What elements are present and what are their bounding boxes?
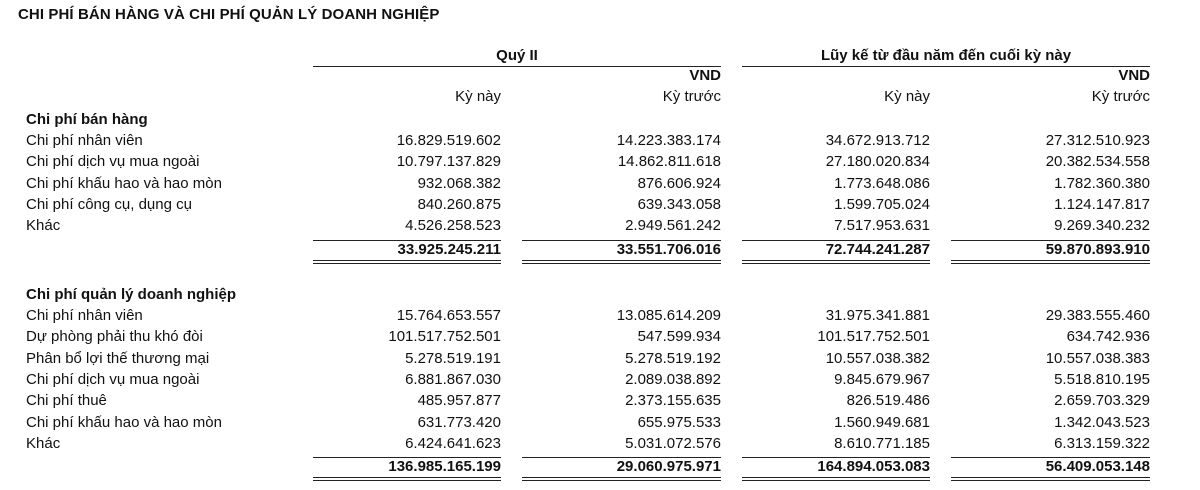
col-header-this-quarter: Kỳ này: [455, 88, 501, 105]
row-value: 5.278.519.192: [625, 349, 721, 367]
row-value: 1.782.360.380: [1054, 174, 1150, 192]
row-value: 5.518.810.195: [1054, 370, 1150, 388]
row-value: 840.260.875: [417, 195, 501, 213]
total-value: 33.925.245.211: [397, 240, 501, 258]
row-value: 10.797.137.829: [396, 153, 501, 171]
row-value: 2.659.703.329: [1054, 392, 1150, 410]
row-value: 8.610.771.185: [834, 434, 930, 452]
total-double-rule: [742, 260, 930, 264]
table-row: [0, 307, 1200, 328]
row-value: 34.672.913.712: [825, 132, 930, 149]
total-value: 56.409.053.148: [1045, 458, 1150, 476]
row-value: 634.742.936: [1066, 328, 1150, 346]
unit-label-quarter: VND: [689, 67, 721, 84]
total-value: 164.894.053.083: [817, 458, 930, 476]
row-value: 1.560.949.681: [834, 413, 930, 431]
row-label: Chi phí thuê: [26, 392, 107, 410]
total-value: 33.551.706.016: [616, 240, 721, 258]
total-value: 72.744.241.287: [825, 240, 930, 258]
col-header-prev-quarter: Kỳ trước: [662, 88, 721, 105]
row-value: 101.517.752.501: [817, 328, 930, 346]
total-double-rule: [522, 260, 721, 264]
table-row: [0, 132, 1200, 153]
row-label: Chi phí dịch vụ mua ngoài: [26, 370, 200, 388]
section-title: Chi phí bán hàng: [26, 111, 148, 128]
row-value: 631.773.420: [417, 413, 501, 431]
row-label: Chi phí nhân viên: [26, 132, 143, 149]
table-row: [0, 350, 1200, 371]
row-value: 6.313.159.322: [1054, 434, 1150, 452]
total-double-rule: [951, 260, 1150, 264]
table-row: [0, 175, 1200, 196]
row-value: 485.957.877: [417, 392, 501, 410]
row-value: 5.278.519.191: [405, 349, 501, 367]
row-value: 1.124.147.817: [1054, 195, 1150, 213]
total-value: 59.870.893.910: [1045, 240, 1150, 258]
total-value: 29.060.975.971: [616, 458, 721, 476]
page-title: CHI PHÍ BÁN HÀNG VÀ CHI PHÍ QUẢN LÝ DOANH NGHIỆP: [18, 6, 440, 23]
col-header-prev-ytd: Kỳ trước: [1091, 88, 1150, 105]
total-double-rule: [522, 477, 721, 481]
row-value: 10.557.038.382: [825, 349, 930, 367]
unit-label-ytd: VND: [1118, 67, 1150, 84]
total-value: 136.985.165.199: [388, 458, 501, 476]
row-label: Khác: [26, 217, 61, 235]
total-double-rule: [951, 477, 1150, 481]
row-label: Khác: [26, 434, 61, 452]
row-value: 7.517.953.631: [834, 217, 930, 235]
table-row: [0, 414, 1200, 435]
row-value: 2.949.561.242: [625, 217, 721, 235]
table-row: [0, 371, 1200, 392]
row-value: 9.845.679.967: [834, 370, 930, 388]
header-ytd: Lũy kế từ đầu năm đến cuối kỳ này: [820, 47, 1072, 64]
row-value: 547.599.934: [637, 328, 721, 346]
row-value: 9.269.340.232: [1054, 217, 1150, 235]
row-value: 5.031.072.576: [625, 434, 721, 452]
row-label: Chi phí dịch vụ mua ngoài: [26, 153, 200, 171]
row-label: Chi phí nhân viên: [26, 307, 143, 324]
section-title: Chi phí quản lý doanh nghiệp: [26, 286, 236, 303]
row-value: 14.862.811.618: [617, 153, 721, 171]
header-quarter: Quý II: [496, 47, 538, 64]
table-row: [0, 435, 1200, 456]
table-row: [0, 328, 1200, 349]
row-value: 20.382.534.558: [1045, 153, 1150, 171]
row-value: 27.180.020.834: [825, 153, 930, 171]
row-value: 932.068.382: [417, 174, 501, 192]
row-label: Dự phòng phải thu khó đòi: [26, 328, 203, 346]
row-label: Phân bổ lợi thế thương mại: [26, 349, 210, 367]
row-value: 13.085.614.209: [616, 307, 721, 324]
row-value: 1.773.648.086: [834, 174, 930, 192]
row-label: Chi phí công cụ, dụng cụ: [26, 195, 192, 213]
total-double-rule: [313, 260, 501, 264]
row-value: 27.312.510.923: [1045, 132, 1150, 149]
row-value: 876.606.924: [637, 174, 721, 192]
total-double-rule: [742, 477, 930, 481]
table-row: [0, 153, 1200, 174]
row-value: 6.424.641.623: [405, 434, 501, 452]
row-label: Chi phí khấu hao và hao mòn: [26, 413, 222, 431]
row-value: 639.343.058: [637, 195, 721, 213]
total-double-rule: [313, 477, 501, 481]
row-value: 29.383.555.460: [1045, 307, 1150, 324]
row-value: 4.526.258.523: [405, 217, 501, 235]
row-value: 31.975.341.881: [825, 307, 930, 324]
table-row: [0, 196, 1200, 217]
row-value: 15.764.653.557: [396, 307, 501, 324]
row-value: 101.517.752.501: [388, 328, 501, 346]
row-value: 1.599.705.024: [834, 195, 930, 213]
row-label: Chi phí khấu hao và hao mòn: [26, 174, 222, 192]
row-value: 2.089.038.892: [625, 370, 721, 388]
row-value: 14.223.383.174: [616, 132, 721, 149]
row-value: 2.373.155.635: [625, 392, 721, 410]
table-row: [0, 217, 1200, 238]
table-row: [0, 392, 1200, 413]
row-value: 826.519.486: [846, 392, 930, 410]
row-value: 1.342.043.523: [1054, 413, 1150, 431]
col-header-this-ytd: Kỳ này: [884, 88, 930, 105]
row-value: 10.557.038.383: [1045, 349, 1150, 367]
row-value: 655.975.533: [637, 413, 721, 431]
row-value: 6.881.867.030: [405, 370, 501, 388]
row-value: 16.829.519.602: [396, 132, 501, 149]
